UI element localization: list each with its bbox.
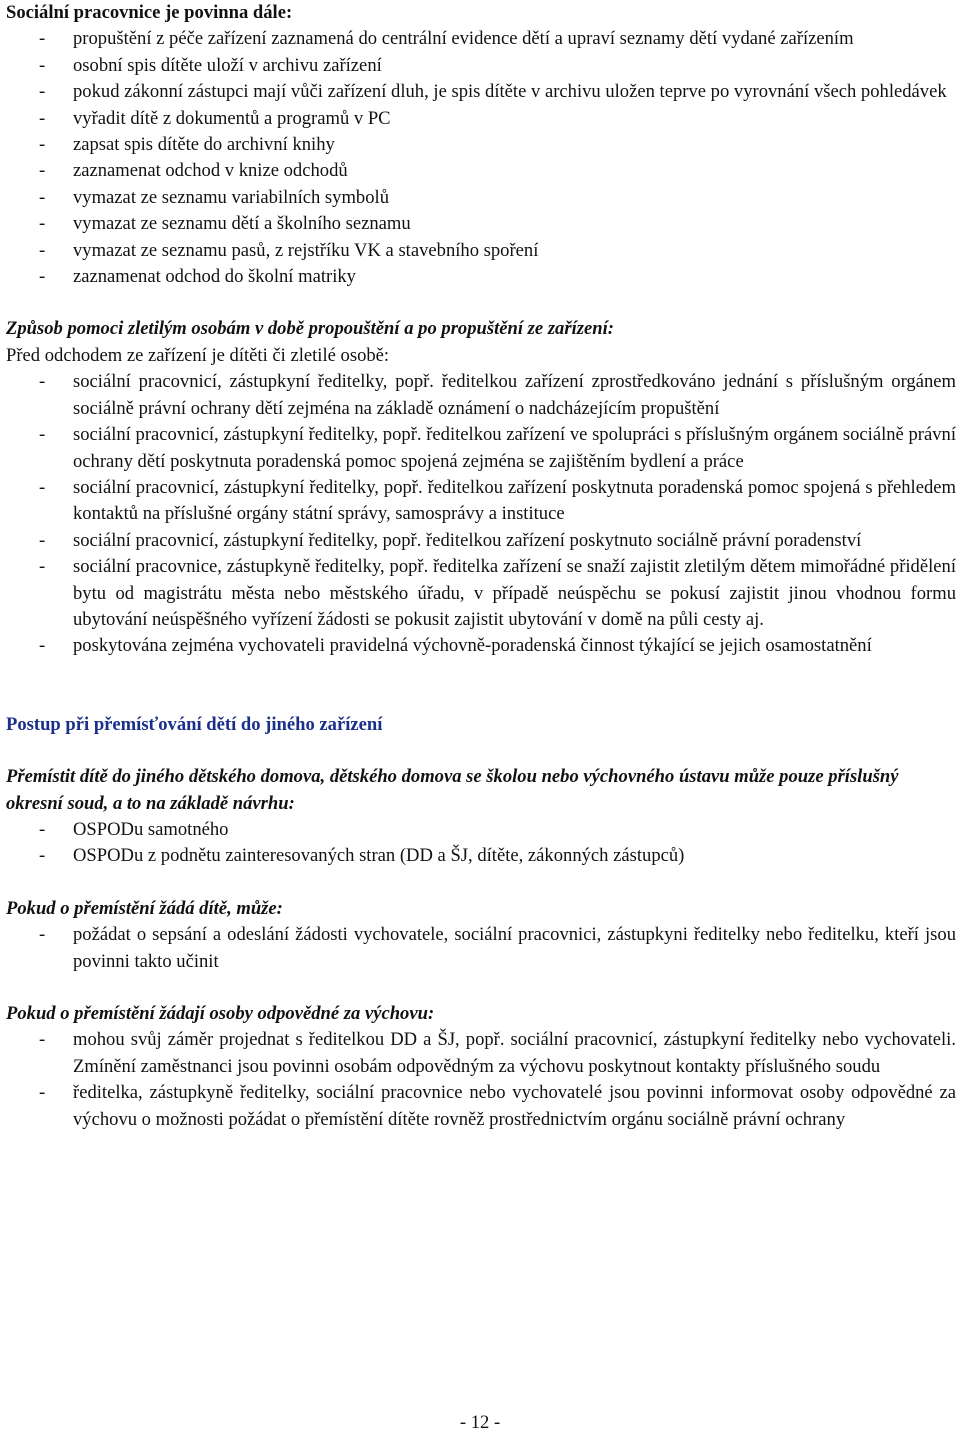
section-heading-guardian-request: Pokud o přemístění žádají osoby odpovědné za výchovu: xyxy=(6,1003,435,1024)
list-item: - mohou svůj záměr projednat s ředitelkou DD a ŠJ, popř. sociální pracovnicí, zástupkyní ředitelky nebo vychovateli. Zmínění zaměstnanci jsou povinni osobám odpovědným za výchovu poskytnout kontakty příslušného soudu xyxy=(6,1027,956,1080)
section-intro: Před odchodem ze zařízení je dítěti či zletilé osobě: xyxy=(6,344,390,366)
list-item: - zaznamenat odchod v knize odchodů xyxy=(6,158,956,184)
page-number: - 12 - xyxy=(459,1412,501,1433)
list-item: - pokud zákonní zástupci mají vůči zařízení dluh, je spis dítěte v archivu uložen teprve po vyrovnání všech pohledávek xyxy=(6,79,956,105)
list-item: - ředitelka, zástupkyně ředitelky, sociální pracovnice nebo vychovatelé jsou povinni informovat osoby odpovědné za výchovu o možnosti požádat o přemístění dítěte rovněž prostřednictvím orgánu sociálně právní ochrany xyxy=(6,1080,956,1133)
list-item: - vymazat ze seznamu pasů, z rejstříku VK a stavebního spoření xyxy=(6,238,956,264)
section-heading-transfer: Přemístit dítě do jiného dětského domova, dětského domova se školou nebo výchovného ústavu může pouze příslušný okresní soud, a to na základě návrhu: xyxy=(6,766,899,814)
help-list xyxy=(6,369,956,659)
list-item: - sociální pracovnicí, zástupkyní ředitelky, popř. ředitelkou zařízení poskytnuto sociálně právní poradenství xyxy=(6,528,956,554)
transfer-list xyxy=(6,817,956,870)
list-item: - sociální pracovnicí, zástupkyní ředitelky, popř. ředitelkou zařízení poskytnuta poradenská pomoc spojená s přehledem kontaktů na příslušné orgány státní správy, samosprávy a instituce xyxy=(6,475,956,528)
list-item: - OSPODu z podnětu zainteresovaných stran (DD a ŠJ, dítěte, zákonných zástupců) xyxy=(6,843,956,869)
list-item: - zapsat spis dítěte do archivní knihy xyxy=(6,132,956,158)
list-item: - vymazat ze seznamu dětí a školního seznamu xyxy=(6,211,956,237)
list-item: - OSPODu samotného xyxy=(6,817,956,843)
list-item: - požádat o sepsání a odeslání žádosti vychovatele, sociální pracovnici, zástupkyni ředitelky nebo ředitelku, kteří jsou povinni takto učinit xyxy=(6,922,956,975)
section-heading-child-request: Pokud o přemístění žádá dítě, může: xyxy=(6,897,283,919)
list-item: - sociální pracovnice, zástupkyně ředitelky, popř. ředitelka zařízení se snaží zajistit zletilým dětem mimořádné přidělení bytu od magistrátu města nebo městského úřadu, v případě neúspěchu se pokusí zajistit jinou vhodnou formu ubytování neúspěšného vyřízení žádosti se pokusit zajistit ubytování v domě na půli cesty aj. xyxy=(6,554,956,633)
section-title-transfer: Postup při přemísťování dětí do jiného zařízení xyxy=(6,713,383,735)
list-item: - vyřadit dítě z dokumentů a programů v PC xyxy=(6,106,956,132)
guardian-request-list xyxy=(6,1027,956,1133)
list-item: - sociální pracovnicí, zástupkyní ředitelky, popř. ředitelkou zařízení zprostředkováno jednání s příslušným orgánem sociálně právní ochrany dětí zejména na základě oznámení o nadcházejícím propuštění xyxy=(6,369,956,422)
document-page xyxy=(6,0,956,1133)
child-request-list xyxy=(6,922,956,975)
list-item: - propuštění z péče zařízení zaznamená do centrální evidence dětí a upraví seznamy dětí vydané zařízením xyxy=(6,26,956,52)
section-heading-duties: Sociální pracovnice je povinna dále: xyxy=(6,2,293,23)
list-item: - poskytována zejména vychovateli pravidelná výchovně-poradenská činnost týkající se jejich osamostatnění xyxy=(6,633,956,659)
duties-list xyxy=(6,26,956,290)
section-heading-help: Způsob pomoci zletilým osobám v době propouštění a po propuštění ze zařízení: xyxy=(6,318,614,340)
list-item: - zaznamenat odchod do školní matriky xyxy=(6,264,956,290)
list-item: - osobní spis dítěte uloží v archivu zařízení xyxy=(6,53,956,79)
list-item: - vymazat ze seznamu variabilních symbolů xyxy=(6,185,956,211)
list-item: - sociální pracovnicí, zástupkyní ředitelky, popř. ředitelkou zařízení ve spolupráci s příslušným orgánem sociálně právní ochrany dětí poskytnuta poradenská pomoc spojená zejména se zajištěním bydlení a práce xyxy=(6,422,956,475)
